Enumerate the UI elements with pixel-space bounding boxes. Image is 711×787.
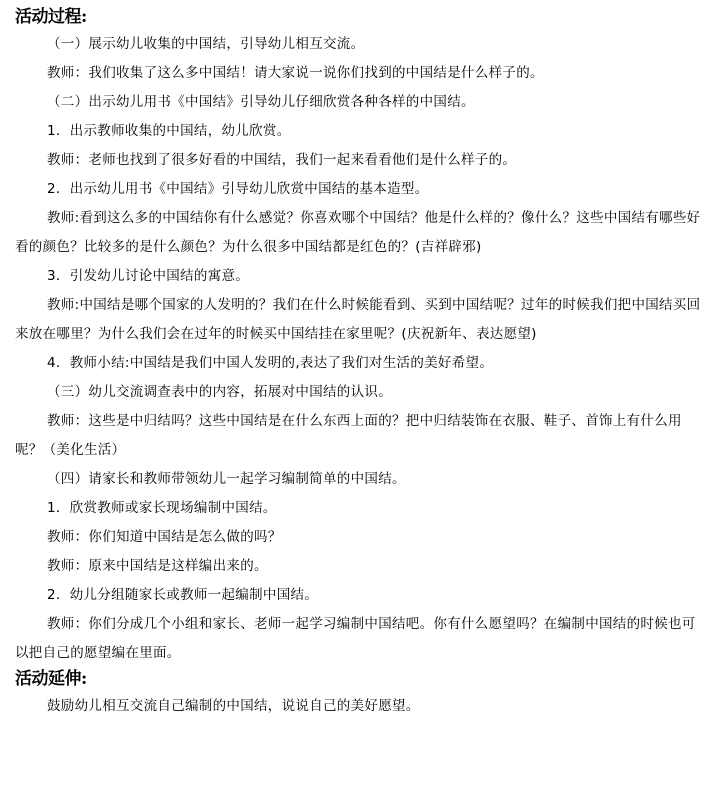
paragraph: 教师：你们分成几个小组和家长、老师一起学习编制中国结吧。你有什么愿望吗？在编制中国结的时候也可以把自己的愿望编在里面。 bbox=[15, 616, 696, 661]
paragraph: 教师：你们知道中国结是怎么做的吗？ bbox=[47, 529, 282, 545]
paragraph: （四）请家长和教师带领幼儿一起学习编制简单的中国结。 bbox=[47, 471, 406, 487]
paragraph: 鼓励幼儿相互交流自己编制的中国结，说说自己的美好愿望。 bbox=[47, 698, 420, 714]
section-heading-activity-process: 活动过程: bbox=[15, 7, 87, 27]
section-heading-activity-extension: 活动延伸: bbox=[15, 669, 87, 689]
paragraph: （二）出示幼儿用书《中国结》引导幼儿仔细欣赏各种各样的中国结。 bbox=[47, 94, 475, 110]
paragraph: 教师:看到这么多的中国结你有什么感觉？你喜欢哪个中国结？他是什么样的？像什么？这些中国结有哪些好看的颜色？比较多的是什么颜色？为什么很多中国结都是红色的？(吉祥辟邪) bbox=[15, 210, 701, 255]
paragraph: 教师：这些是中归结吗？这些中国结是在什么东西上面的？把中归结装饰在衣服、鞋子、首饰上有什么用呢？（美化生活） bbox=[15, 413, 682, 458]
paragraph: 4．教师小结:中国结是我们中国人发明的,表达了我们对生活的美好希望。 bbox=[47, 355, 494, 371]
paragraph: 教师:中国结是哪个国家的人发明的？我们在什么时候能看到、买到中国结呢？过年的时候我们把中国结买回来放在哪里？为什么我们会在过年的时候买中国结挂在家里呢？(庆祝新年、表达愿望) bbox=[15, 297, 701, 342]
paragraph: 1．欣赏教师或家长现场编制中国结。 bbox=[47, 500, 277, 516]
paragraph: （一）展示幼儿收集的中国结，引导幼儿相互交流。 bbox=[47, 36, 365, 52]
paragraph: 3．引发幼儿讨论中国结的寓意。 bbox=[47, 268, 250, 284]
paragraph: 2．幼儿分组随家长或教师一起编制中国结。 bbox=[47, 587, 319, 603]
paragraph: 教师：老师也找到了很多好看的中国结，我们一起来看看他们是什么样子的。 bbox=[47, 152, 517, 168]
paragraph: 教师：我们收集了这么多中国结！请大家说一说你们找到的中国结是什么样子的。 bbox=[47, 65, 544, 81]
paragraph: 2．出示幼儿用书《中国结》引导幼儿欣赏中国结的基本造型。 bbox=[47, 181, 429, 197]
paragraph: 教师：原来中国结是这样编出来的。 bbox=[47, 558, 268, 574]
paragraph: （三）幼儿交流调查表中的内容，拓展对中国结的认识。 bbox=[47, 384, 392, 400]
paragraph: 1．出示教师收集的中国结，幼儿欣赏。 bbox=[47, 123, 291, 139]
